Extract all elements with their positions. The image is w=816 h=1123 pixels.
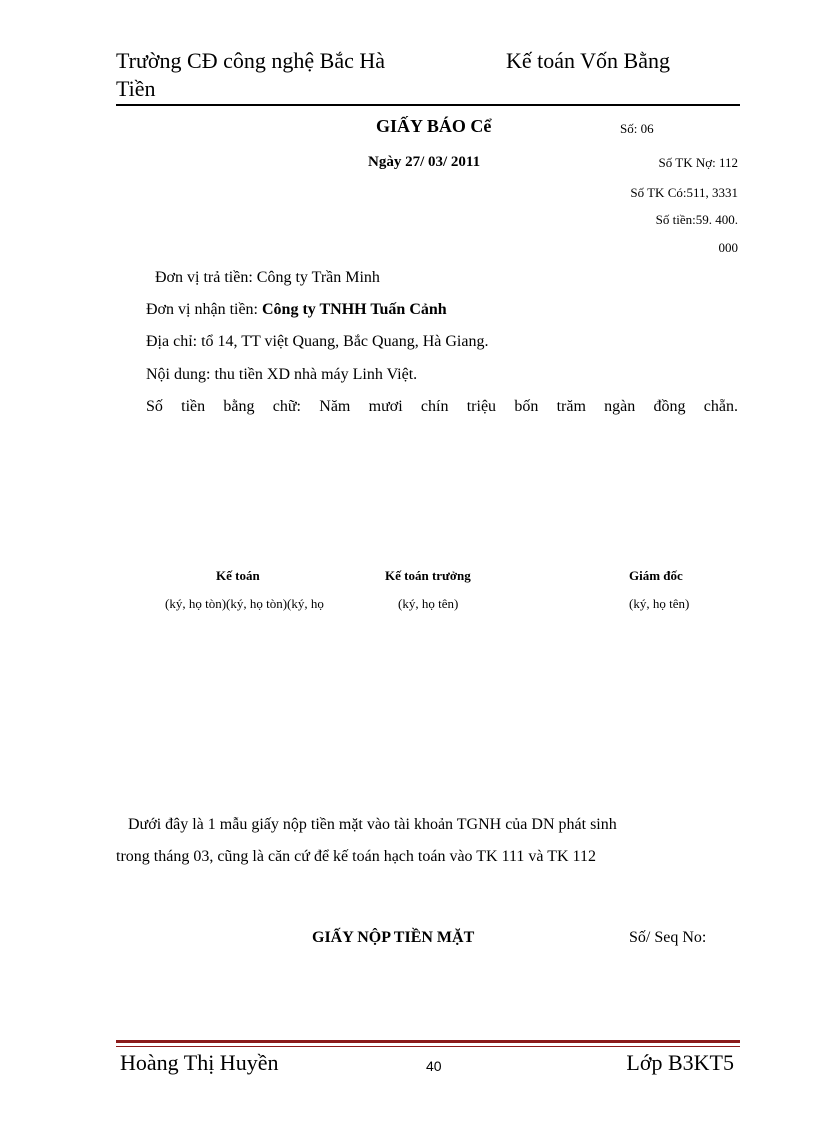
address-line: Địa chỉ: tổ 14, TT việt Quang, Bắc Quang, Hà Giang. (146, 333, 489, 350)
footer-rule-thick (116, 1040, 740, 1043)
tk-no: Số TK Nợ: 112 (658, 155, 738, 170)
sign-title-accountant: Kế toán (216, 568, 260, 583)
footer-rule-thin (116, 1046, 740, 1047)
sign-note-mid: (ký, họ tên) (398, 596, 459, 611)
sign-title-chief-accountant: Kế toán trưởng (385, 568, 471, 583)
sign-note-left: (ký, họ tòn)(ký, họ tòn)(ký, họ (165, 596, 324, 611)
voucher-date: Ngày 27/ 03/ 2011 (368, 154, 481, 170)
second-form-title: GIẤY NỘP TIỀN MẶT (312, 929, 475, 946)
footer-page-number: 40 (426, 1058, 442, 1074)
voucher-number: Số: 06 (620, 121, 654, 136)
sign-note-right: (ký, họ tên) (629, 596, 690, 611)
paragraph-line-2: trong tháng 03, cũng là căn cứ để kế toán hạch toán vào TK 111 và TK 112 (116, 848, 596, 865)
payee-label: Đơn vị nhận tiền: (146, 301, 258, 318)
header-school-cont: Tiền (116, 76, 156, 101)
voucher-title: GIẤY BÁO Cể (376, 116, 492, 136)
payee-line (146, 301, 447, 319)
header-rule (116, 104, 740, 106)
so-tien: Số tiền:59. 400. (655, 212, 738, 227)
second-form-seq: Số/ Seq No: (629, 929, 707, 946)
tk-co: Số TK Có:511, 3331 (630, 185, 738, 200)
payer-line (155, 269, 380, 287)
header-school: Trường CĐ công nghệ Bắc Hà (116, 48, 385, 73)
sign-title-director: Giám đốc (629, 568, 683, 583)
footer-class: Lớp B3KT5 (626, 1050, 734, 1075)
footer-author: Hoàng Thị Huyền (120, 1050, 279, 1075)
payer-value: Công ty Trần Minh (256, 269, 380, 286)
payer-label: Đơn vị trả tiền: (155, 269, 253, 286)
header-dept: Kế toán Vốn Bằng (506, 48, 670, 73)
so-tien-cont: 000 (718, 240, 738, 255)
amount-in-words: Số tiền bằng chữ: Năm mươi chín triệu bốn trăm ngàn đồng chẵn. (146, 398, 738, 415)
content-line: Nội dung: thu tiền XD nhà máy Linh Việt. (146, 366, 418, 383)
paragraph-line-1: Dưới đây là 1 mẫu giấy nộp tiền mặt vào tài khoản TGNH của DN phát sinh (128, 816, 617, 833)
payee-value: Công ty TNHH Tuấn Cảnh (262, 301, 447, 318)
